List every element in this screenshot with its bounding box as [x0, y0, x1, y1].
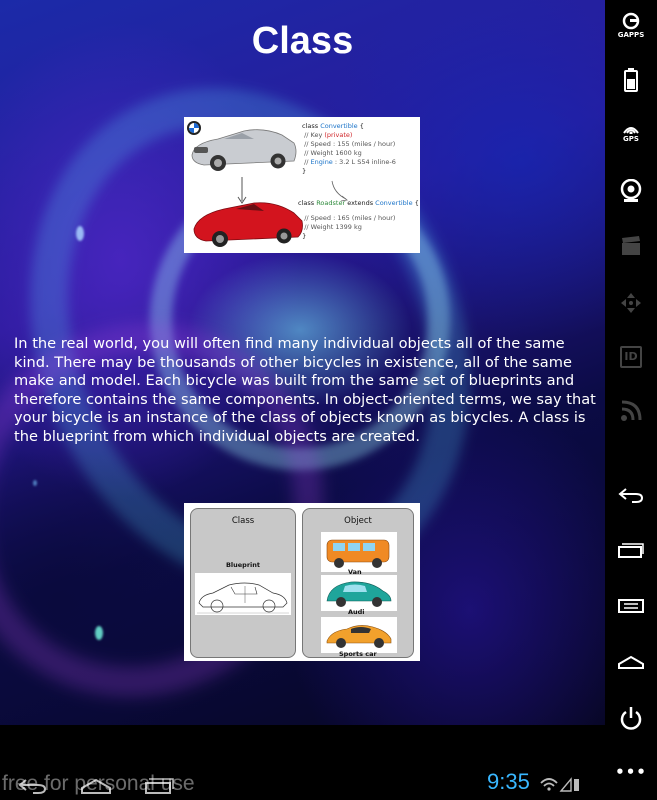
rss-icon — [620, 400, 642, 422]
class-panel — [190, 508, 296, 658]
silver-convertible-car — [192, 130, 296, 171]
media-button[interactable] — [605, 236, 657, 256]
van-label: Van — [348, 568, 362, 576]
power-button[interactable] — [605, 706, 657, 732]
more-icon: ••• — [615, 763, 647, 781]
webcam-button[interactable] — [605, 179, 657, 203]
power-icon — [619, 706, 643, 732]
id-icon — [620, 346, 642, 368]
red-roadster-car — [194, 203, 303, 247]
object-panel-title: Object — [344, 516, 372, 526]
battery-button[interactable] — [605, 68, 657, 92]
more-button[interactable] — [605, 763, 657, 781]
recents-button[interactable] — [605, 542, 657, 558]
status-clock: 9:35 — [487, 769, 530, 794]
audi-label: Audi — [348, 608, 365, 616]
class-vs-object-figure — [184, 503, 420, 661]
audi-image — [321, 575, 397, 611]
dpad-button[interactable] — [605, 292, 657, 314]
sports-car-label: Sports car — [339, 650, 377, 658]
rss-button[interactable] — [605, 400, 657, 422]
gps-button[interactable] — [605, 124, 657, 143]
back-button[interactable] — [605, 487, 657, 503]
bmw-logo-icon — [187, 121, 201, 135]
recents-icon — [618, 542, 644, 558]
wallpaper-glow-dot — [33, 480, 37, 486]
van-image — [321, 532, 397, 572]
back-icon — [618, 487, 644, 503]
id-button[interactable] — [605, 346, 657, 368]
wifi-icon — [541, 779, 557, 791]
sports-car-image — [321, 617, 397, 653]
blueprint-car-drawing — [195, 573, 291, 615]
class-inheritance-figure — [184, 117, 420, 253]
wallpaper-glow-dot — [95, 626, 103, 640]
menu-icon — [618, 598, 644, 614]
class-panel-title: Class — [231, 516, 255, 526]
battery-status-icon — [574, 779, 579, 791]
gapps-label: GAPPS — [617, 31, 645, 39]
blueprint-label: Blueprint — [225, 561, 261, 569]
status-icons — [539, 775, 579, 795]
convertible-class-code: class Convertible { // Key (private) // Speed : 155 (miles / hour) // Weight 1600 kg // Engine : 3.2 L S54 inline-6 } — [302, 122, 396, 175]
system-sidebar — [605, 0, 657, 800]
gps-icon — [622, 124, 640, 134]
watermark-text: free for personal use — [2, 772, 195, 795]
object-panel — [302, 508, 414, 658]
wallpaper-glow-dot — [76, 226, 84, 241]
gapps-button[interactable] — [605, 12, 657, 39]
clapperboard-icon — [621, 236, 641, 256]
dpad-icon — [620, 292, 642, 314]
page-title: Class — [251, 20, 354, 62]
webcam-icon — [620, 179, 642, 203]
gps-label: GPS — [623, 135, 639, 143]
roadster-class-code: class Roadster extends Convertible { // Speed : 165 (miles / hour) // Weight 1399 kg } — [298, 199, 419, 240]
battery-icon — [624, 68, 638, 92]
id-label: ID — [624, 350, 638, 363]
gapps-icon — [622, 12, 640, 30]
class-description-paragraph: In the real world, you will often find many individual objects all of the same kind. There may be thousands of other bicycles in existence, all of the same make and model. Each bicycle was built from the same set of blueprints and therefore contains the same components. In object-oriented terms, we say that your bicycle is an instance of the class of objects known as bicycles. A class is the blueprint from which individual objects are created. — [14, 335, 596, 445]
menu-button[interactable] — [605, 598, 657, 614]
home-button[interactable] — [605, 654, 657, 670]
signal-icon — [561, 779, 571, 791]
home-icon — [618, 654, 644, 670]
